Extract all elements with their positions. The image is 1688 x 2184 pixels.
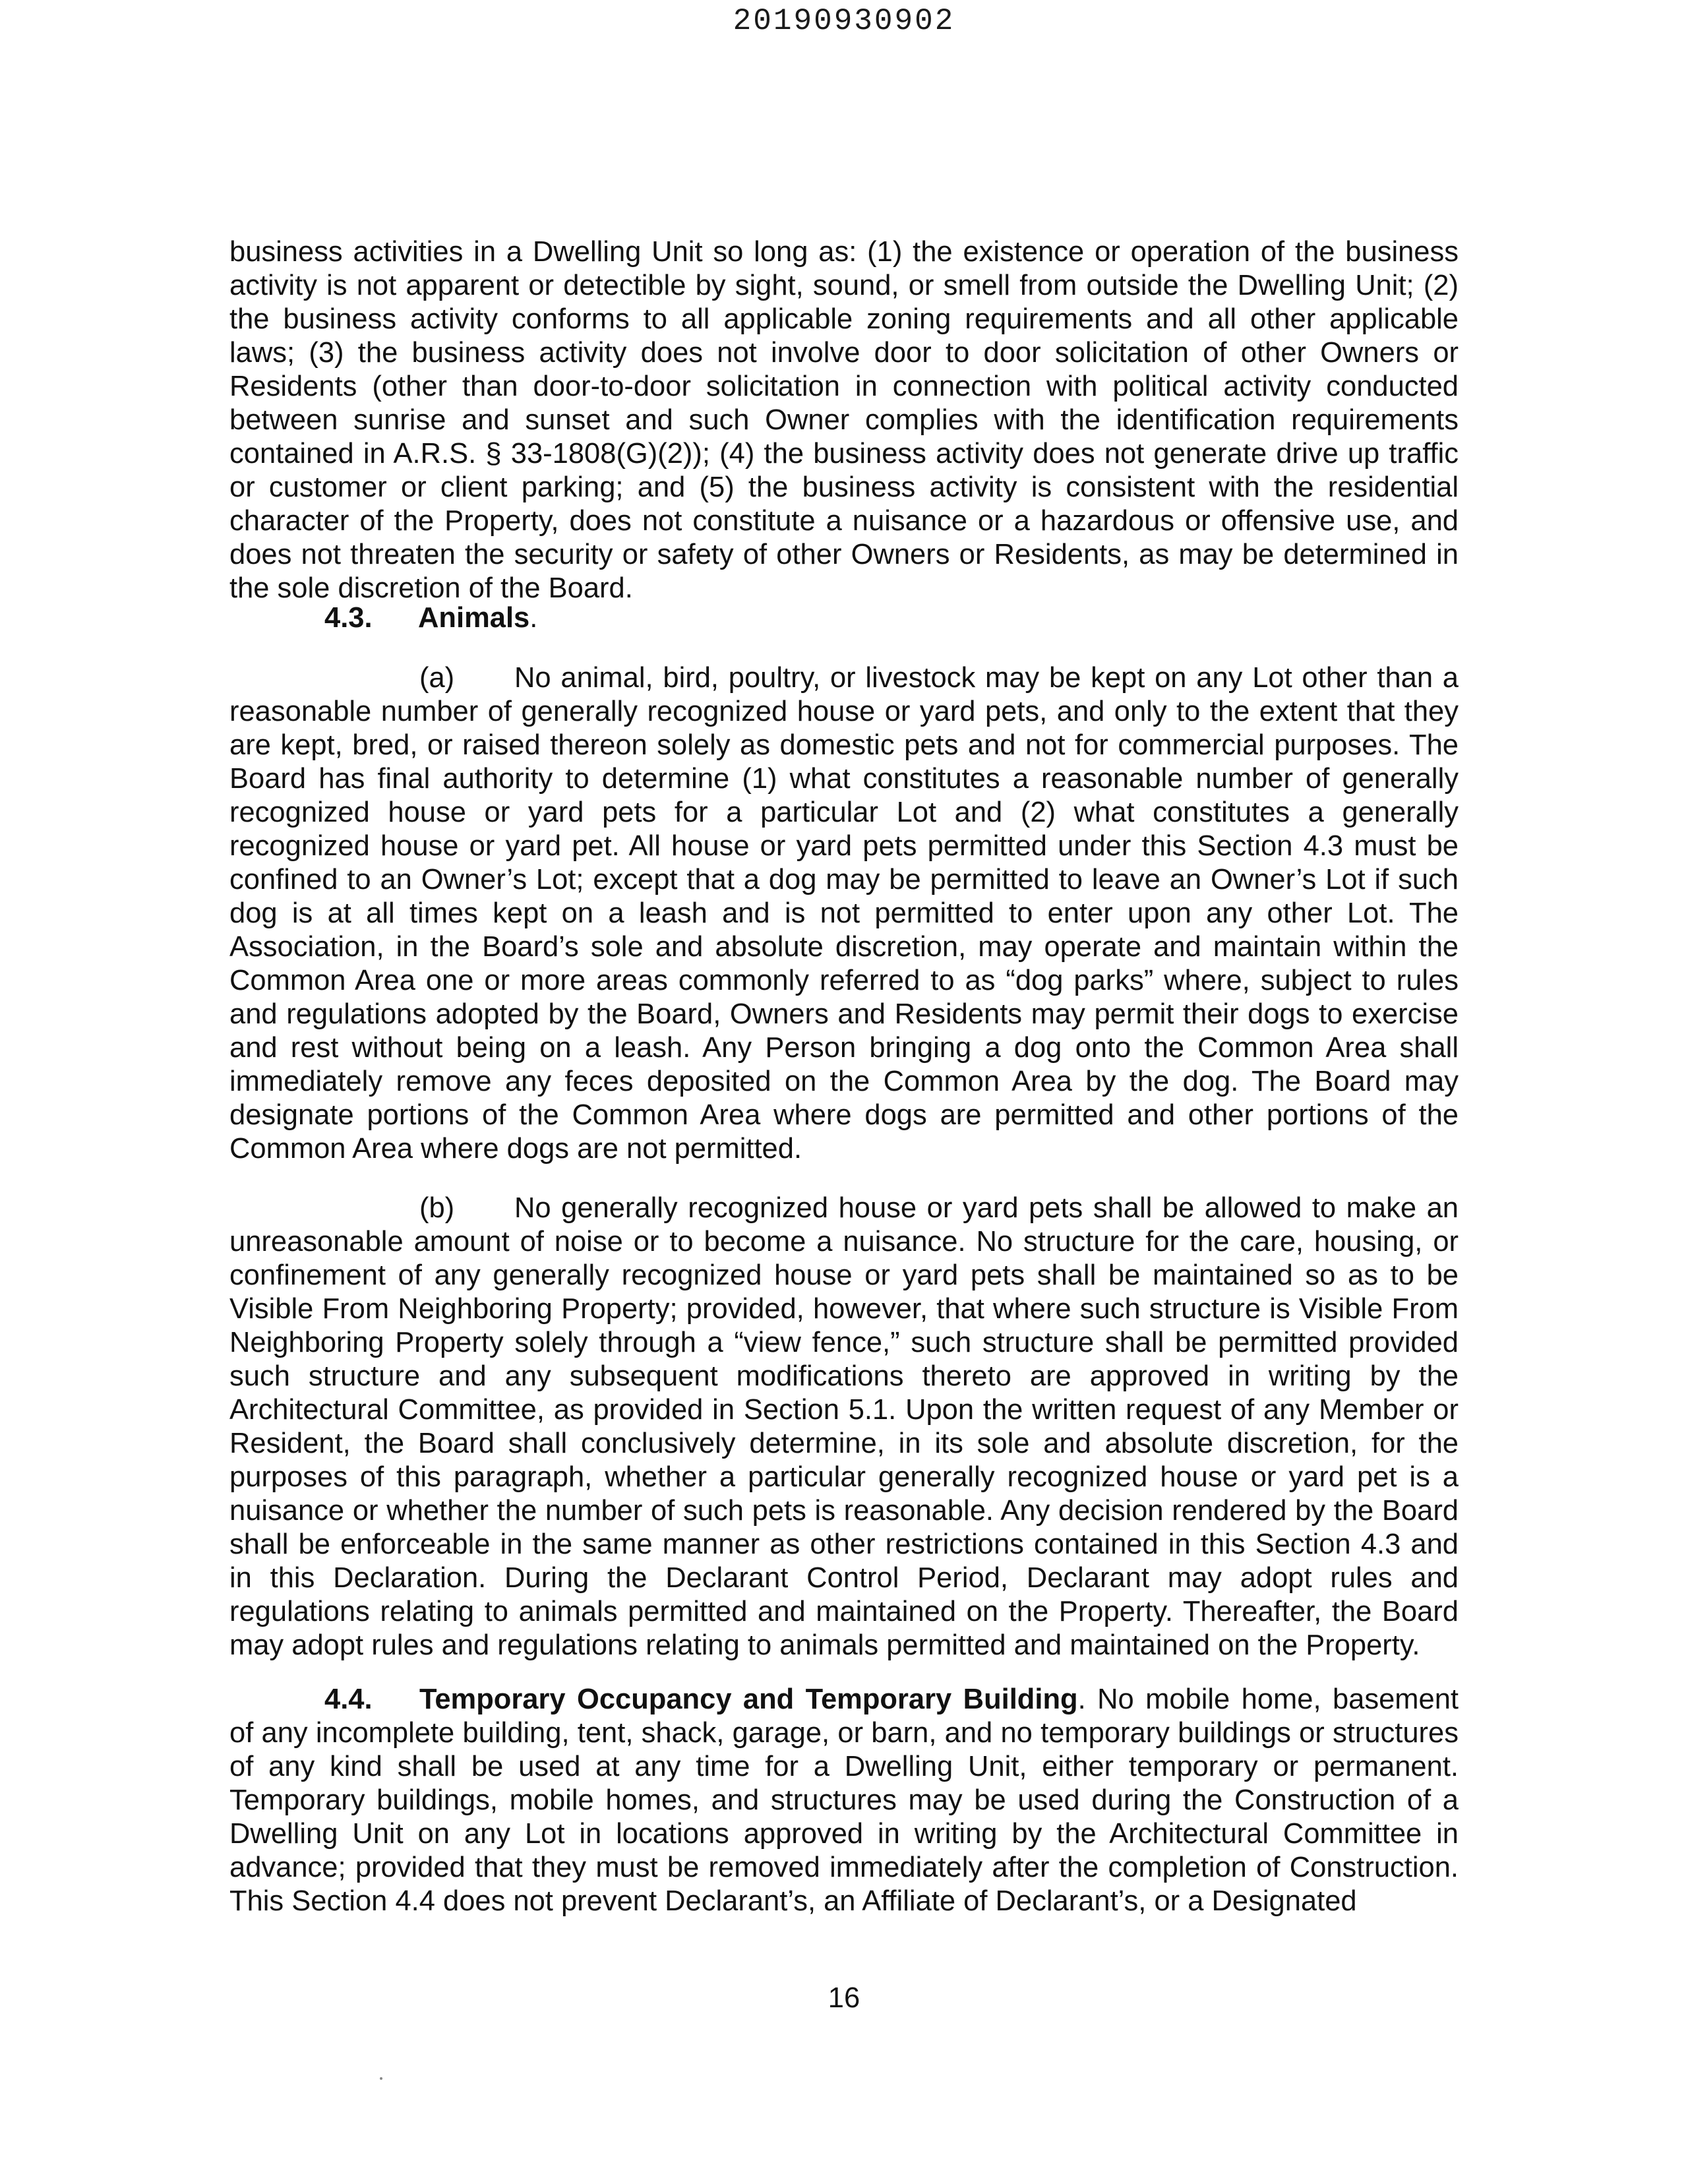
section-4-3-number: 4.3.: [324, 602, 373, 634]
section-4-3-heading: [324, 601, 537, 635]
paragraph-a-text: No animal, bird, poultry, or livestock may be kept on any Lot other than a reasonable number of generally recognized house or yard pets, and only to the extent that they are kept, bred, or raised thereon solely as domestic pets and not for commercial purposes. The Board has final authority to determine (1) what constitutes a reasonable number of generally recognized house or yard pets for a particular Lot and (2) what constitutes a generally recognized house or yard pet. All house or yard pets permitted under this Section 4.3 must be confined to an Owner’s Lot; except that a dog may be permitted to leave an Owner’s Lot if such dog is at all times kept on a leash and is not permitted to enter upon any other Lot. The Association, in the Board’s sole and absolute discretion, may operate and maintain within the Common Area one or more areas commonly referred to as “dog parks” where, subject to rules and regulations adopted by the Board, Owners and Residents may permit their dogs to exercise and rest without being on a leash. Any Person bringing a dog onto the Common Area shall immediately remove any feces deposited on the Common Area by the dog. The Board may designate portions of the Common Area where dogs are permitted and other portions of the Common Area where dogs are not permitted.: [229, 662, 1459, 1165]
section-4-3-title: Animals: [418, 602, 530, 634]
section-4-3-title-suffix: .: [529, 602, 538, 634]
section-4-4-number: 4.4.: [324, 1684, 373, 1715]
page-number: 16: [828, 1982, 860, 2014]
section-4-4-title: Temporary Occupancy and Temporary Building: [419, 1684, 1078, 1715]
section-4-4-body: . No mobile home, basement of any incomplete building, tent, shack, garage, or barn, and no temporary buildings or structures of any kind shall be used at any time for a Dwelling Unit, either temporary or permanent. Temporary buildings, mobile homes, and structures may be used during the Construction of a Dwelling Unit on any Lot in locations approved in writing by the Architectural Committee in advance; provided that they must be removed immediately after the completion of Construction. This Section 4.4 does not prevent Declarant’s, an Affiliate of Declarant’s, or a Designated: [229, 1684, 1459, 1917]
section-4-4-paragraph: [229, 1683, 1459, 1918]
continuation-paragraph: business activities in a Dwelling Unit so long as: (1) the existence or operation of the business activity is not apparent or detectible by sight, sound, or smell from outside the Dwelling Unit; (2) the business activity conforms to all applicable zoning requirements and all other applicable laws; (3) the business activity does not involve door to door solicitation of other Owners or Residents (other than door-to-door solicitation in connection with political activity conducted between sunrise and sunset and such Owner complies with the identification requirements contained in A.R.S. § 33-1808(G)(2)); (4) the business activity does not generate drive up traffic or customer or client parking; and (5) the business activity is consistent with the residential character of the Property, does not constitute a nuisance or a hazardous or offensive use, and does not threaten the security or safety of other Owners or Residents, as may be determined in the sole discretion of the Board.: [229, 236, 1459, 604]
section-4-3-paragraph-b: [229, 1192, 1459, 1662]
scan-speck: [380, 2077, 382, 2080]
paragraph-b-label: (b): [419, 1192, 455, 1224]
section-4-3-paragraph-a: [229, 661, 1459, 1166]
paragraph-a-label: (a): [419, 662, 455, 694]
paragraph-b-text: No generally recognized house or yard pets shall be allowed to make an unreasonable amount of noise or to become a nuisance. No structure for the care, housing, or confinement of any generally recognized house or yard pets shall be maintained so as to be Visible From Neighboring Property; provided, however, that where such structure is Visible From Neighboring Property solely through a “view fence,” such structure shall be permitted provided such structure and any subsequent modifications thereto are approved in writing by the Architectural Committee, as provided in Section 5.1. Upon the written request of any Member or Resident, the Board shall conclusively determine, in its sole and absolute discretion, for the purposes of this paragraph, whether a particular generally recognized house or yard pet is a nuisance or whether the number of such pets is reasonable. Any decision rendered by the Board shall be enforceable in the same manner as other restrictions contained in this Section 4.3 and in this Declaration. During the Declarant Control Period, Declarant may adopt rules and regulations relating to animals permitted and maintained on the Property. Thereafter, the Board may adopt rules and regulations relating to animals permitted and maintained on the Property.: [229, 1192, 1459, 1661]
recording-number: 20190930902: [733, 4, 955, 38]
